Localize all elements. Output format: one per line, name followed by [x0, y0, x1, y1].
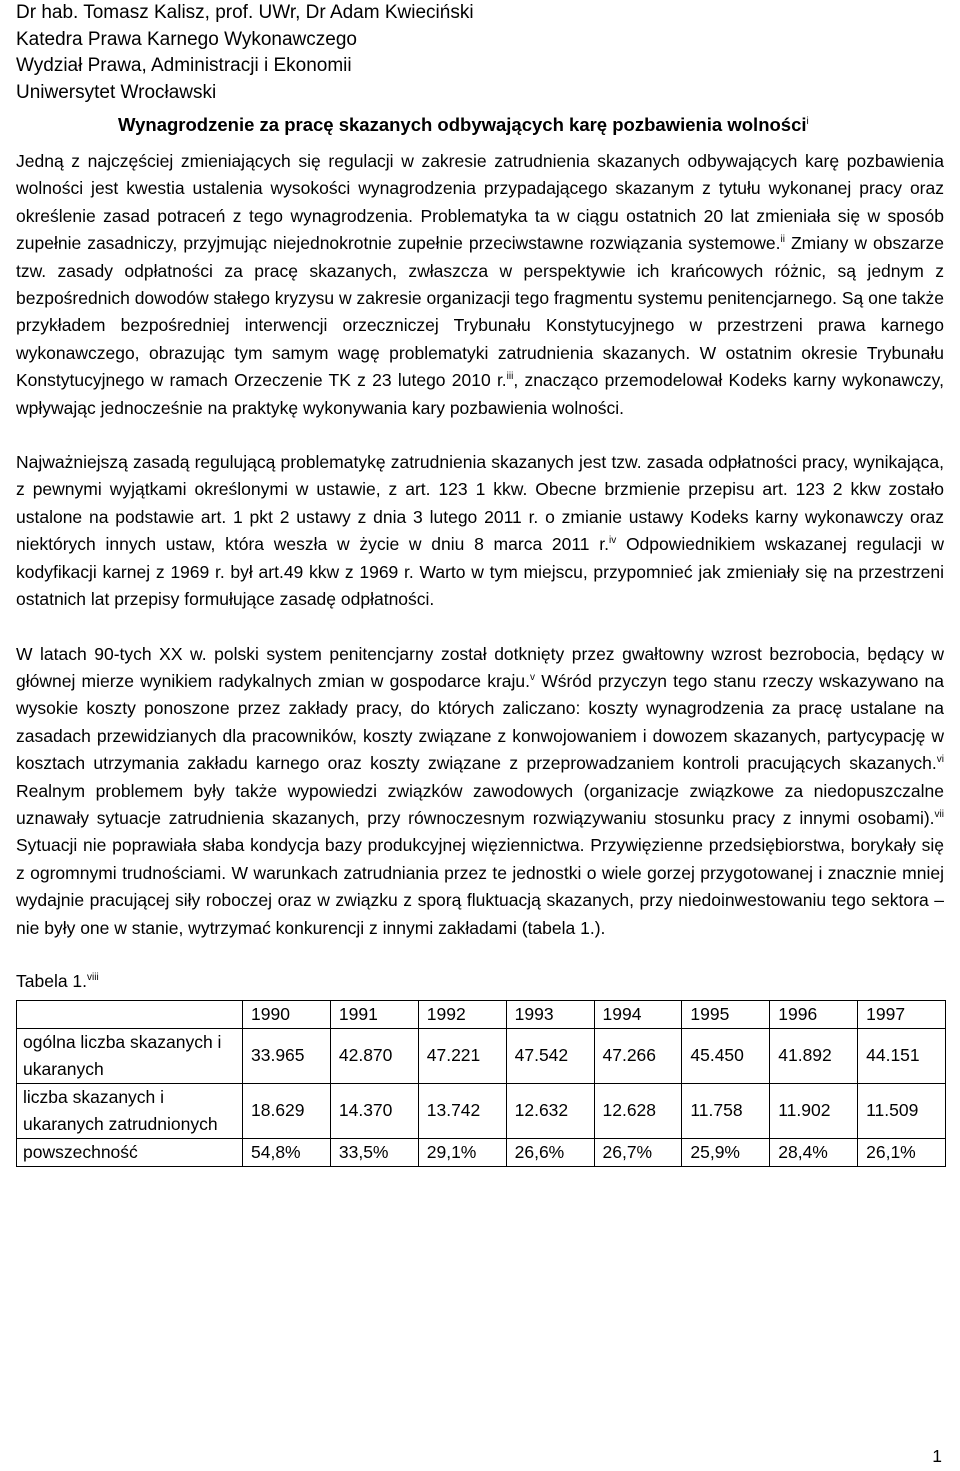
- value-cell: 26,6%: [506, 1138, 594, 1166]
- footnote-ref[interactable]: vii: [934, 809, 944, 821]
- value-cell: 33,5%: [330, 1138, 418, 1166]
- table-row: [17, 1028, 946, 1083]
- value-cell: 47.221: [418, 1028, 506, 1083]
- value-cell: 41.892: [770, 1028, 858, 1083]
- title-text: Wynagrodzenie za pracę skazanych odbywających karę pozbawienia wolności: [118, 114, 807, 135]
- value-cell: 26,1%: [858, 1138, 946, 1166]
- value-cell: 25,9%: [682, 1138, 770, 1166]
- value-cell: 13.742: [418, 1083, 506, 1138]
- paragraph-text: Zmiany w obszarze tzw. zasady odpłatności za pracę skazanych, zwłaszcza w perspektywie ich krańcowych różnic, są jednym z bezpośrednich dowodów stałego kryzysu w zakresie organizacji tego fragmentu systemu penitencjarnego. Są one także przykładem bezpośredniej interwencji orzeczniczej Trybunału Konstytucyjnego w przestrzeni prawa karnego wykonawczego, obrazując tym samym wagę problematyki zatrudnienia skazanych. W ostatnim okresie Trybunału Konstytucyjnego w ramach Orzeczenie TK z 23 lutego 2010 r.: [16, 233, 945, 391]
- page-number: 1: [932, 1446, 942, 1466]
- table-corner-cell: [17, 1000, 243, 1028]
- department-line: Katedra Prawa Karnego Wykonawczego: [16, 28, 357, 50]
- year-cell: 1993: [506, 1000, 594, 1028]
- value-cell: 47.266: [594, 1028, 682, 1083]
- employment-table: [16, 1000, 946, 1167]
- table-caption-text: Tabela 1.: [16, 970, 88, 991]
- year-cell: 1992: [418, 1000, 506, 1028]
- value-cell: 26,7%: [594, 1138, 682, 1166]
- footnote-ref[interactable]: viii: [87, 972, 99, 984]
- footnote-ref[interactable]: iv: [608, 535, 617, 547]
- paragraph-text: Jedną z najczęściej zmieniających się regulacji w zakresie zatrudnienia skazanych odbywających karę pozbawienia wolności jest kwestia ustalenia wysokości wynagrodzenia przypadającego skazanym z tytułu wykonanej pracy oraz określenie zasad potraceń z tego wynagrodzenia. Problematyka ta w ciągu ostatnich 20 lat zmieniała się w sposób zupełnie zasadniczy, przyjmując niejednokrotnie zupełnie przeciwstawne rozwiązania systemowe.: [16, 151, 944, 254]
- year-cell: 1994: [594, 1000, 682, 1028]
- year-cell: 1991: [330, 1000, 418, 1028]
- value-cell: 28,4%: [770, 1138, 858, 1166]
- value-cell: 18.629: [243, 1083, 331, 1138]
- value-cell: 45.450: [682, 1028, 770, 1083]
- faculty-line: Wydział Prawa, Administracji i Ekonomii: [16, 55, 352, 76]
- paragraph-text: Odpowiednikiem wskazanej regulacji w kodyfikacji karnej z 1969 r. był art.49 kkw z 1969 r. Warto w tym miejscu, przypomnieć jak zmieniały się na przestrzeni ostatnich lat przepisy formułujące zasadę odpłatności.: [16, 534, 944, 610]
- table-caption: [16, 968, 944, 994]
- paragraph-3: [16, 641, 944, 942]
- value-cell: 33.965: [243, 1028, 331, 1083]
- value-cell: 54,8%: [243, 1138, 331, 1166]
- value-cell: 14.370: [330, 1083, 418, 1138]
- paragraph-text: , znacząco przemodelował Kodeks karny wykonawczy, wpływając jednocześnie na praktykę wykonywania kary pozbawienia wolności.: [16, 370, 944, 418]
- value-cell: 11.509: [858, 1083, 946, 1138]
- paragraph-text: Sytuacji nie poprawiała słaba kondycja bazy produkcyjnej więziennictwa. Przywięzienne przedsiębiorstwa, borykały się z ogromnymi trudnościami. W warunkach zatrudniania przez te jednostki o wiele gorzej przygotowanej i znacznie mniej wydajnie pracującej siły roboczej oraz w związku z sporą fluktuacją skazanych, przy niedoinwestowaniu tego sektora – nie były one w stanie, wytrzymać konkurencji z innymi zakładami (tabela 1.).: [16, 835, 944, 938]
- author-block: [16, 0, 944, 106]
- value-cell: 47.542: [506, 1028, 594, 1083]
- value-cell: 11.902: [770, 1083, 858, 1138]
- university-line: Uniwersytet Wrocławski: [16, 81, 217, 103]
- value-cell: 29,1%: [418, 1138, 506, 1166]
- document-title: [118, 112, 944, 138]
- table-row: [17, 1138, 946, 1166]
- value-cell: 11.758: [682, 1083, 770, 1138]
- paragraph-text: Realnym problemem były także wypowiedzi związków zawodowych (organizacje związkowe za niedopuszczalne uznawały sytuacje zatrudnienia skazanych, przy równoczesnym rozwiązywaniu stosunku pracy z innymi osobami).: [16, 780, 944, 828]
- table-header-row: [17, 1000, 946, 1028]
- row-label: ogólna liczba skazanych i ukaranych: [17, 1028, 243, 1083]
- row-label: powszechność: [17, 1138, 243, 1166]
- paragraph-text: W latach 90-tych XX w. polski system penitencjarny został dotknięty przez gwałtowny wzrost bezrobocia, będący w głównej mierze wynikiem radykalnych zmian w gospodarce kraju.: [16, 643, 944, 691]
- value-cell: 12.632: [506, 1083, 594, 1138]
- author-line: Dr hab. Tomasz Kalisz, prof. UWr, Dr Adam Kwieciński: [16, 2, 474, 23]
- year-cell: 1996: [770, 1000, 858, 1028]
- footnote-ref[interactable]: v: [530, 672, 536, 684]
- paragraph-2: [16, 449, 944, 613]
- row-label: liczba skazanych i ukaranych zatrudnionych: [17, 1083, 243, 1138]
- paragraph-text: Wśród przyczyn tego stanu rzeczy wskazywano na wysokie koszty ponoszone przez zakłady pracy, do których zaliczano: koszty wynagrodzenia za pracę ustalane na zasadach przewidzianych dla pracowników, koszty związane z konwojowaniem i dowozem skazanych, partycypację w kosztach utrzymania zakładu karnego oraz koszty związane z przeprowadzaniem kontroli pracujących skazanych.: [16, 670, 944, 774]
- year-cell: 1995: [682, 1000, 770, 1028]
- year-cell: 1997: [858, 1000, 946, 1028]
- footnote-ref[interactable]: vi: [936, 754, 944, 766]
- year-cell: 1990: [243, 1000, 331, 1028]
- footnote-ref[interactable]: i: [806, 115, 809, 127]
- value-cell: 44.151: [858, 1028, 946, 1083]
- value-cell: 12.628: [594, 1083, 682, 1138]
- table-row: [17, 1083, 946, 1138]
- value-cell: 42.870: [330, 1028, 418, 1083]
- paragraph-1: [16, 148, 944, 422]
- footnote-ref[interactable]: iii: [506, 371, 514, 383]
- footnote-ref[interactable]: ii: [780, 234, 785, 246]
- paragraph-text: Najważniejszą zasadą regulującą problematykę zatrudnienia skazanych jest tzw. zasada odpłatności pracy, wynikająca, z pewnymi wyjątkami określonymi w ustawie, z art. 123 1 kkw. Obecne brzmienie przepisu art. 123 2 kkw zostało ustalone na podstawie art. 1 pkt 2 ustawy z dnia 3 lutego 2011 r. o zmianie ustawy Kodeks karny wykonawczy oraz niektórych innych ustaw, która weszła w życie w dniu 8 marca 2011 r.: [16, 452, 944, 555]
